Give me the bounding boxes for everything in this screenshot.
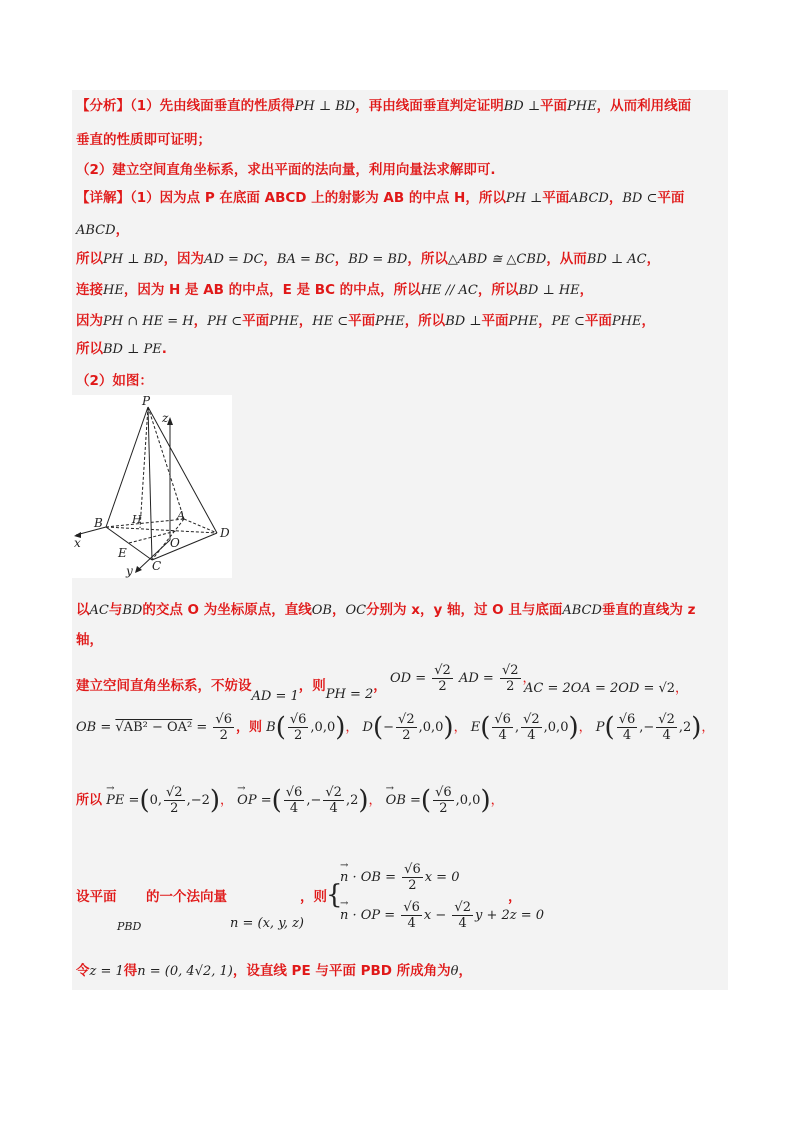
label-y: y: [126, 564, 133, 578]
final-line: 令z = 1得n = (0, 4√2, 1)，设直线 PE 与平面 PBD 所成角为θ，: [76, 963, 472, 979]
system-comma: ，: [508, 889, 522, 905]
normal-vector-def: n = (x, y, z): [230, 916, 305, 931]
label-x: x: [74, 536, 81, 550]
detail-line-2: ABCD，: [76, 222, 130, 238]
detail-line-3: 所以PH ⊥ BD，因为AD = DC，BA = BC，BD = BD，所以△ABD ≅ △CBD，从而BD ⊥ AC，: [76, 251, 661, 267]
ac-equation: AC = 2OA = 2OD = √2，: [524, 681, 689, 696]
label-o: O: [170, 536, 180, 550]
system-eq-2: → n · OP = $\frac{√6}{4}$ x − $\frac{√2}{4}$ y + 2z = 0: [340, 900, 544, 931]
analysis-line-1: 【分析】（1）先由线面垂直的性质得PH ⊥ BD，再由线面垂直判定证明BD ⊥平面PHE，从而利用线面: [76, 98, 692, 114]
pyramid-figure: [72, 395, 232, 578]
analysis-line-3: （2）建立空间直角坐标系，求出平面的法向量，利用向量法求解即可.: [76, 162, 496, 178]
detail-line-1: 【详解】（1）因为点 P 在底面 ABCD 上的射影为 AB 的中点 H，所以PH ⊥平面ABCD，BD ⊂平面: [76, 190, 685, 206]
analysis-line-2: 垂直的性质即可证明；: [76, 132, 211, 148]
label-c: C: [152, 559, 162, 573]
detail-line-6: 所以BD ⊥ PE.: [76, 341, 167, 357]
vectors-line: 所以 → PE =(0, $\frac{√2}{2}$ ,−2)， → OP =( $\frac{√6}{4}$ ,− $\frac{√2}{4}$ ,2)， → OB =( $\frac{√6}{2}$ ,0,0)，: [76, 785, 504, 816]
label-b: B: [94, 516, 103, 530]
pyramid-diagram: [72, 395, 232, 578]
normal-intro-2: 的一个法向量: [146, 889, 227, 905]
coords-line-3: 建立空间直角坐标系，不妨设AD = 1，则PH = 2，: [76, 678, 387, 704]
system-brace: {: [326, 880, 343, 910]
detail-line-5: 因为PH ∩ HE = H，PH ⊂平面PHE，HE ⊂平面PHE，所以BD ⊥平面PHE，PE ⊂平面PHE，: [76, 313, 655, 329]
detail-line-4: 连接HE，因为 H 是 AB 的中点，E 是 BC 的中点，所以HE // AC，所以BD ⊥ HE，: [76, 282, 594, 298]
label-p: P: [142, 395, 151, 408]
label-a: A: [177, 509, 185, 522]
detail-line-7: （2）如图：: [76, 373, 153, 389]
system-eq-1: → n · OB = $\frac{√6}{2}$ x = 0: [340, 862, 459, 893]
normal-then: ，则: [300, 889, 327, 905]
coords-line-1: 以AC与BD的交点 O 为坐标原点，直线OB，OC分别为 x，y 轴，过 O 且与底面ABCD垂直的直线为 z: [76, 602, 696, 618]
label-h: H: [132, 513, 142, 526]
label-z: z: [162, 411, 169, 425]
plane-pbd-label: PBD: [117, 920, 142, 933]
label-e: E: [118, 546, 127, 560]
coords-line-2: 轴，: [76, 632, 103, 648]
points-line: OB = √AB² − OA² = $\frac{√6}{2}$ ，则 B( $\frac{√6}{2}$ ,0,0)， D(− $\frac{√2}{2}$ ,0,0)， E( $\frac{√6}{4}$ , $\frac{√2}{4}$ ,0,0)， P( $\frac{√6}{4}$ ,− $\frac{√2}{4}$ ,2)，: [76, 712, 715, 743]
label-d: D: [220, 526, 230, 540]
od-equation: OD = $\frac{√2}{2}$ AD = $\frac{√2}{2}$ ，: [390, 663, 536, 694]
normal-intro: 设平面: [76, 889, 117, 905]
